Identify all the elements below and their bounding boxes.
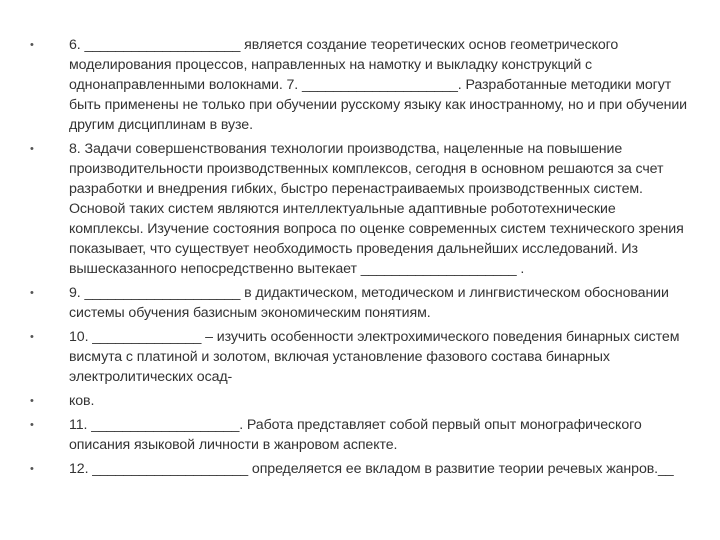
list-item-text: 12. ____________________ определяется ее вкладом в развитие теории речевых жанров.__ bbox=[69, 461, 674, 477]
list-item-text: 6. ____________________ является создание теоретических основ геометрического моделирования процессов, направленных на намотку и выкладку конструкций с однонаправленными волокнами. 7. ____________________. Разработанные методики могут быть применены не только при обучении русскому языку как иностранному, но и при обучении другим дисциплинам в вузе. bbox=[69, 37, 687, 133]
list-item-text: 8. Задачи совершенствования технологии производства, нацеленные на повышение производительности производственных комплексов, сегодня в основном решаются за счет разработки и внедрения гибких, быстро перенастраиваемых производственных систем. Основой таких систем являются интеллектуальные адаптивные робототехнические комплексы. Изучение состояния вопроса по оценке современных систем технического зрения показывает, что существует необходимость проведения дальнейших исследований. Из вышесказанного непосредственно вытекает ____________________ . bbox=[69, 141, 684, 277]
list-item bbox=[30, 391, 690, 411]
bullet-icon: • bbox=[30, 287, 34, 299]
list-item bbox=[30, 139, 690, 279]
list-item bbox=[30, 327, 690, 387]
bullet-icon: • bbox=[30, 419, 34, 431]
list-item bbox=[30, 459, 690, 479]
list-item bbox=[30, 283, 690, 323]
list-item bbox=[30, 415, 690, 455]
bullet-icon: • bbox=[30, 331, 34, 343]
list-item-text: 10. ______________ – изучить особенности электрохимического поведения бинарных систем висмута с платиной и золотом, включая установление фазового состава бинарных электролитических осад- bbox=[69, 329, 680, 385]
bullet-icon: • bbox=[30, 143, 34, 155]
list-item-text: 11. ___________________. Работа представляет собой первый опыт монографического описания языковой личности в жанровом аспекте. bbox=[69, 417, 642, 453]
list-item-text: 9. ____________________ в дидактическом, методическом и лингвистическом обосновании системы обучения базисным экономическим понятиям. bbox=[69, 285, 669, 321]
list-item bbox=[30, 35, 690, 135]
bullet-icon: • bbox=[30, 463, 34, 475]
bullet-icon: • bbox=[30, 39, 34, 51]
list-item-text: ков. bbox=[69, 393, 95, 409]
bullet-list bbox=[30, 35, 690, 483]
bullet-icon: • bbox=[30, 395, 34, 407]
